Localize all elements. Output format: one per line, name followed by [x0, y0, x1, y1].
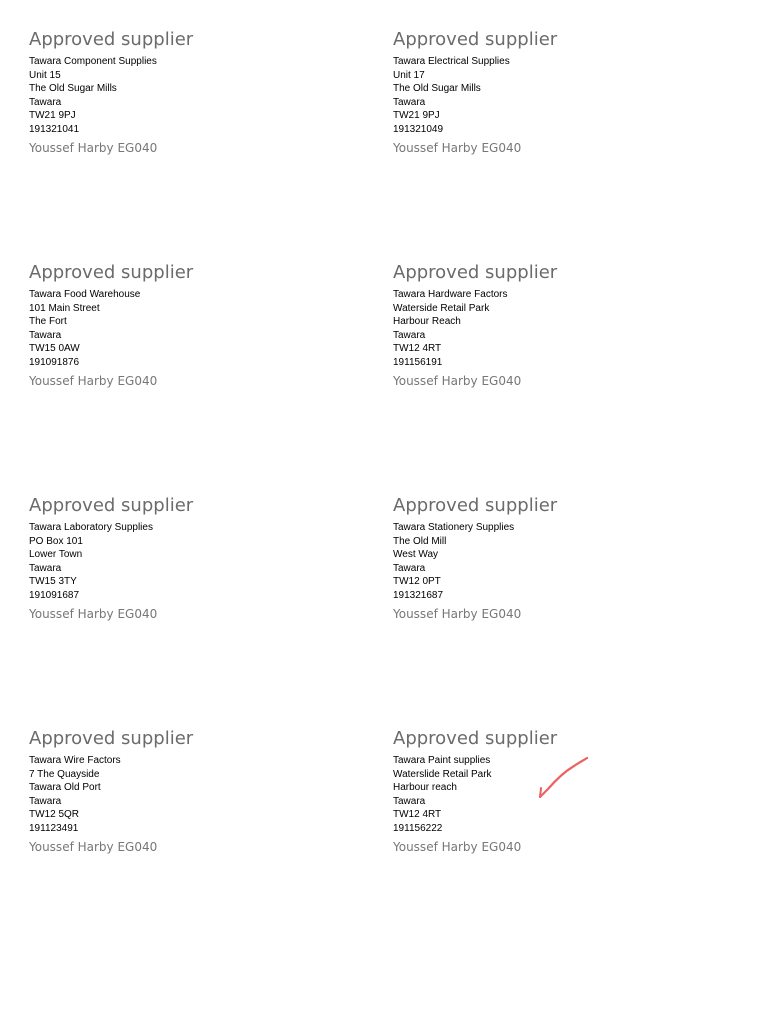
address-postcode: TW12 0PT	[393, 576, 441, 588]
address-line-2: Tawara Old Port	[29, 782, 101, 794]
address-postcode: TW12 5QR	[29, 809, 80, 821]
address-line-1: 101 Main Street	[29, 302, 100, 314]
address-line-2: Harbour Reach	[393, 316, 461, 328]
address-town: Tawara	[393, 96, 426, 108]
supplier-label	[393, 495, 723, 622]
address-postcode: TW21 9PJ	[393, 110, 440, 122]
address-line-1: 7 The Quayside	[29, 768, 100, 780]
supplier-name: Tawara Hardware Factors	[393, 289, 508, 300]
label-heading: Approved supplier	[29, 29, 194, 50]
supplier-name: Tawara Paint supplies	[393, 755, 491, 766]
address-town: Tawara	[393, 562, 426, 574]
supplier-phone: 191156222	[393, 822, 443, 834]
address-line-1: Unit 17	[393, 69, 425, 81]
address-postcode: TW15 3TY	[29, 576, 77, 588]
address-postcode: TW15 0AW	[29, 343, 80, 355]
address-postcode: TW12 4RT	[393, 343, 442, 355]
supplier-name: Tawara Electrical Supplies	[393, 56, 510, 67]
address-town: Tawara	[29, 795, 62, 807]
label-author: Youssef Harby EG040	[393, 839, 522, 854]
supplier-label	[29, 29, 359, 156]
supplier-phone: 191123491	[29, 822, 79, 834]
label-author: Youssef Harby EG040	[29, 140, 158, 155]
supplier-label	[29, 728, 359, 855]
address-line-1: Unit 15	[29, 69, 61, 81]
address-line-1: Waterside Retail Park	[393, 302, 490, 314]
address-town: Tawara	[29, 96, 62, 108]
address-line-2: The Old Sugar Mills	[393, 83, 481, 95]
address-line-1: Waterslide Retail Park	[393, 768, 492, 780]
address-town: Tawara	[29, 562, 62, 574]
label-heading: Approved supplier	[393, 29, 558, 50]
label-author: Youssef Harby EG040	[393, 373, 522, 388]
address-town: Tawara	[29, 329, 62, 341]
supplier-phone: 191321041	[29, 123, 80, 135]
label-heading: Approved supplier	[29, 262, 194, 283]
address-town: Tawara	[393, 329, 426, 341]
address-line-2: Lower Town	[29, 549, 83, 561]
supplier-name: Tawara Component Supplies	[29, 56, 157, 67]
address-postcode: TW12 4RT	[393, 809, 442, 821]
label-author: Youssef Harby EG040	[393, 140, 522, 155]
supplier-label	[393, 262, 723, 389]
address-line-2: Harbour reach	[393, 782, 457, 794]
address-line-2: The Old Sugar Mills	[29, 83, 117, 95]
label-author: Youssef Harby EG040	[29, 606, 158, 621]
supplier-name: Tawara Wire Factors	[29, 755, 121, 766]
supplier-name: Tawara Laboratory Supplies	[29, 522, 153, 533]
address-town: Tawara	[393, 795, 426, 807]
label-author: Youssef Harby EG040	[29, 839, 158, 854]
label-author: Youssef Harby EG040	[393, 606, 522, 621]
supplier-phone: 191321049	[393, 123, 444, 135]
red-check-mark-icon	[534, 752, 594, 807]
address-line-1: The Old Mill	[393, 535, 447, 547]
label-heading: Approved supplier	[393, 728, 558, 749]
supplier-phone: 191156191	[393, 356, 443, 368]
address-postcode: TW21 9PJ	[29, 110, 76, 122]
supplier-phone: 191091687	[29, 589, 80, 601]
label-author: Youssef Harby EG040	[29, 373, 158, 388]
address-line-1: PO Box 101	[29, 535, 83, 547]
label-heading: Approved supplier	[29, 495, 194, 516]
supplier-name: Tawara Stationery Supplies	[393, 522, 515, 533]
address-line-2: West Way	[393, 549, 439, 561]
label-heading: Approved supplier	[29, 728, 194, 749]
supplier-name: Tawara Food Warehouse	[29, 289, 141, 300]
address-line-2: The Fort	[29, 316, 67, 328]
supplier-label	[393, 29, 723, 156]
supplier-label	[29, 495, 359, 622]
supplier-phone: 191091876	[29, 356, 80, 368]
label-heading: Approved supplier	[393, 262, 558, 283]
supplier-phone: 191321687	[393, 589, 444, 601]
label-heading: Approved supplier	[393, 495, 558, 516]
supplier-label	[29, 262, 359, 389]
